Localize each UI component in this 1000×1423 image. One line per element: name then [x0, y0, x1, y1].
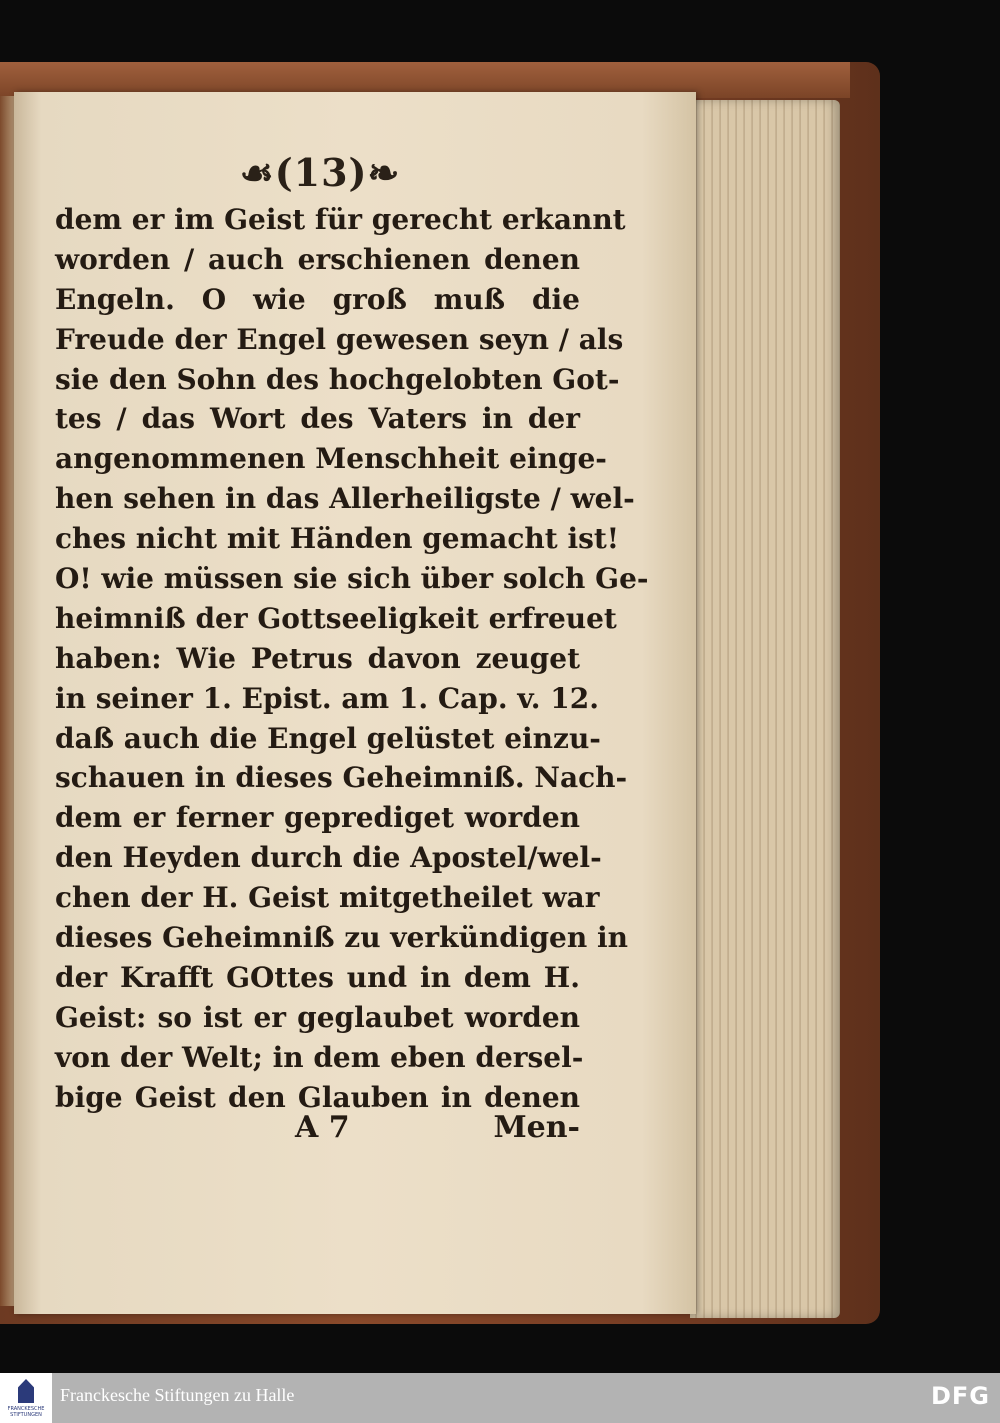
institution-logo — [0, 1373, 52, 1423]
text-line: der Krafft GOttes und in dem H. — [55, 960, 580, 994]
text-line: bige Geist den Glauben in denen — [55, 1080, 580, 1114]
text-line: Geist: so ist er geglaubet worden — [55, 1000, 580, 1034]
viewer-footer-bar — [0, 1373, 1000, 1423]
dfg-logo: DFG — [930, 1382, 990, 1410]
page-footer-line — [55, 1110, 580, 1150]
text-line: Freude der Engel gewesen seyn / als — [55, 322, 624, 356]
text-line: ches nicht mit Händen gemacht ist! — [55, 522, 620, 556]
text-line: von der Welt; in dem eben dersel- — [55, 1040, 584, 1074]
text-line: O! wie müssen sie sich über solch Ge- — [55, 562, 649, 596]
page-header-number: ☙(13)❧ — [239, 150, 401, 195]
text-line: hen sehen in das Allerheiligste / wel- — [55, 482, 635, 516]
text-line: den Heyden durch die Apostel/wel- — [55, 841, 602, 875]
text-line: schauen in dieses Geheimniß. Nach- — [55, 761, 628, 795]
text-line: heimniß der Gottseeligkeit erfreuet — [55, 601, 617, 635]
text-line: daß auch die Engel gelüstet einzu- — [55, 721, 601, 755]
text-line: Engeln. O wie groß muß die — [55, 282, 580, 316]
text-line: tes / das Wort des Vaters in der — [55, 402, 580, 436]
page-text-block — [55, 200, 649, 1117]
text-line: sie den Sohn des hochgelobten Got- — [55, 362, 620, 396]
text-line: angenommenen Menschheit einge- — [55, 442, 607, 476]
logo-text: FRANCKESCHE STIFTUNGEN — [7, 1406, 45, 1418]
signature-mark: A 7 — [295, 1110, 350, 1145]
text-line: dem er ferner geprediget worden — [55, 801, 580, 835]
page-fore-edge — [690, 100, 840, 1318]
text-line: worden / auch erschienen denen — [55, 242, 580, 276]
building-icon — [18, 1379, 34, 1403]
text-line: dieses Geheimniß zu verkündigen in — [55, 921, 628, 955]
text-line: in seiner 1. Epist. am 1. Cap. v. 12. — [55, 681, 600, 715]
text-line: chen der H. Geist mitgetheilet war — [55, 881, 600, 915]
institution-name: Franckesche Stiftungen zu Halle — [60, 1385, 295, 1405]
text-line: haben: Wie Petrus davon zeuget — [55, 641, 580, 675]
text-line: dem er im Geist für gerecht erkannt — [55, 203, 626, 236]
catchword: Men- — [493, 1110, 580, 1145]
